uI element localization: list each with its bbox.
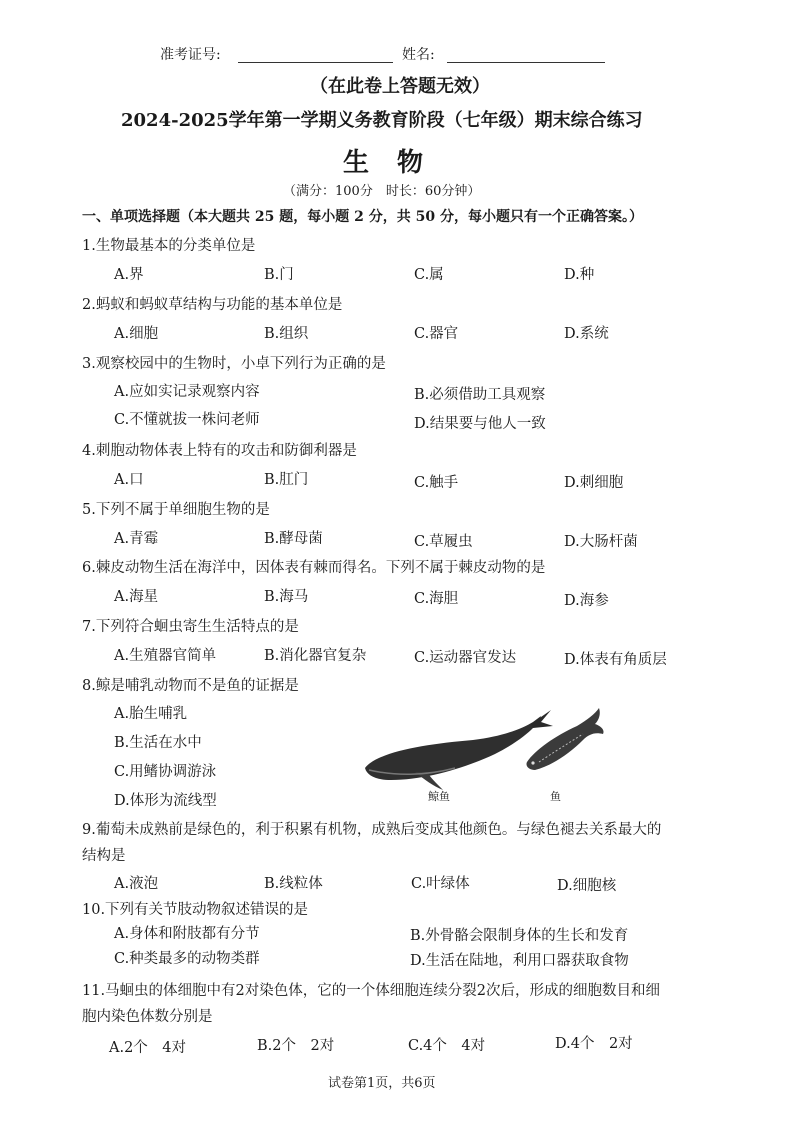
question-stem: 1.生物最基本的分类单位是: [82, 238, 256, 254]
question-stem: 2.蚂蚁和蚂蚁草结构与功能的基本单位是: [82, 297, 343, 313]
option: B.组织: [264, 326, 309, 342]
option: B.酵母菌: [264, 531, 323, 547]
option: C.草履虫: [414, 534, 473, 550]
option: D.结果要与他人一致: [414, 416, 546, 432]
option: D.体形为流线型: [114, 793, 217, 809]
option: B.外骨骼会限制身体的生长和发育: [410, 928, 629, 944]
option: A.胎生哺乳: [114, 706, 188, 722]
option: C.属: [414, 267, 444, 283]
whale-fish-figure: [355, 700, 615, 800]
question-stem-continued: 结构是: [82, 848, 126, 864]
question-stem: 7.下列符合蛔虫寄生生活特点的是: [82, 619, 299, 635]
option: D.生活在陆地，利用口器获取食物: [410, 953, 629, 969]
subject-title: 生物: [343, 148, 452, 178]
option: D.4个 2对: [555, 1036, 633, 1052]
option: B.生活在水中: [114, 735, 202, 751]
option: D.刺细胞: [564, 475, 624, 491]
name-label: 姓名:: [402, 47, 435, 63]
option: A.界: [114, 267, 144, 283]
exam-id-label: 准考证号:: [160, 47, 221, 63]
option: C.用鳍协调游泳: [114, 764, 217, 780]
option: A.生殖器官简单: [114, 648, 217, 664]
figure-caption-fish: 鱼: [550, 790, 561, 803]
option: B.海马: [264, 589, 309, 605]
option: D.海参: [564, 593, 609, 609]
question-stem: 3.观察校园中的生物时，小卓下列行为正确的是: [82, 356, 386, 372]
option: B.线粒体: [264, 876, 323, 892]
option: A.青霉: [114, 531, 159, 547]
option: D.大肠杆菌: [564, 534, 638, 550]
option: B.门: [264, 267, 294, 283]
question-stem: 10.下列有关节肢动物叙述错误的是: [82, 902, 309, 918]
option: C.4个 4对: [408, 1038, 486, 1054]
option: C.海胆: [414, 591, 459, 607]
option: C.叶绿体: [411, 876, 470, 892]
option: A.口: [114, 472, 144, 488]
option: C.触手: [414, 475, 459, 491]
figure-caption-whale: 鲸鱼: [428, 790, 450, 803]
option: B.必须借助工具观察: [414, 387, 546, 403]
question-stem: 9.葡萄未成熟前是绿色的，利于积累有机物，成熟后变成其他颜色。与绿色褪去关系最大的: [82, 822, 662, 838]
question-stem: 6.棘皮动物生活在海洋中，因体表有棘而得名。下列不属于棘皮动物的是: [82, 560, 546, 576]
option: D.体表有角质层: [564, 652, 667, 668]
option: A.应如实记录观察内容: [114, 384, 260, 400]
question-stem-continued: 胞内染色体数分别是: [82, 1009, 213, 1025]
option: D.系统: [564, 326, 609, 342]
question-stem: 4.刺胞动物体表上特有的攻击和防御利器是: [82, 443, 357, 459]
score-duration: （满分：100分 时长：60分钟）: [283, 184, 481, 199]
exam-id-field: [238, 44, 393, 63]
option: B.肛门: [264, 472, 309, 488]
option: B.2个 2对: [257, 1038, 335, 1054]
option: A.海星: [114, 589, 159, 605]
option: A.细胞: [114, 326, 159, 342]
whale-illustration: [365, 710, 553, 790]
answer-invalid-notice: （在此卷上答题无效）: [310, 76, 490, 97]
option: D.细胞核: [557, 878, 617, 894]
fish-illustration: [526, 708, 603, 770]
option: C.种类最多的动物类群: [114, 951, 260, 967]
option: C.器官: [414, 326, 459, 342]
option: C.不懂就拔一株问老师: [114, 412, 260, 428]
page-footer: 试卷第1页，共6页: [328, 1076, 436, 1091]
name-field: [447, 44, 605, 63]
section-heading: 一、单项选择题（本大题共 25 题，每小题 2 分，共 50 分，每小题只有一个正确答案。）: [82, 209, 643, 225]
exam-title: 2024-2025学年第一学期义务教育阶段（七年级）期末综合练习: [121, 110, 643, 131]
option: A.液泡: [114, 876, 159, 892]
option: D.种: [564, 267, 595, 283]
option: A.2个 4对: [109, 1040, 187, 1056]
option: A.身体和附肢都有分节: [114, 926, 260, 942]
question-stem: 11.马蛔虫的体细胞中有2对染色体，它的一个体细胞连续分裂2次后，形成的细胞数目和细: [82, 983, 661, 999]
question-stem: 8.鲸是哺乳动物而不是鱼的证据是: [82, 678, 299, 694]
question-stem: 5.下列不属于单细胞生物的是: [82, 502, 270, 518]
option: C.运动器官发达: [414, 650, 517, 666]
option: B.消化器官复杂: [264, 648, 367, 664]
